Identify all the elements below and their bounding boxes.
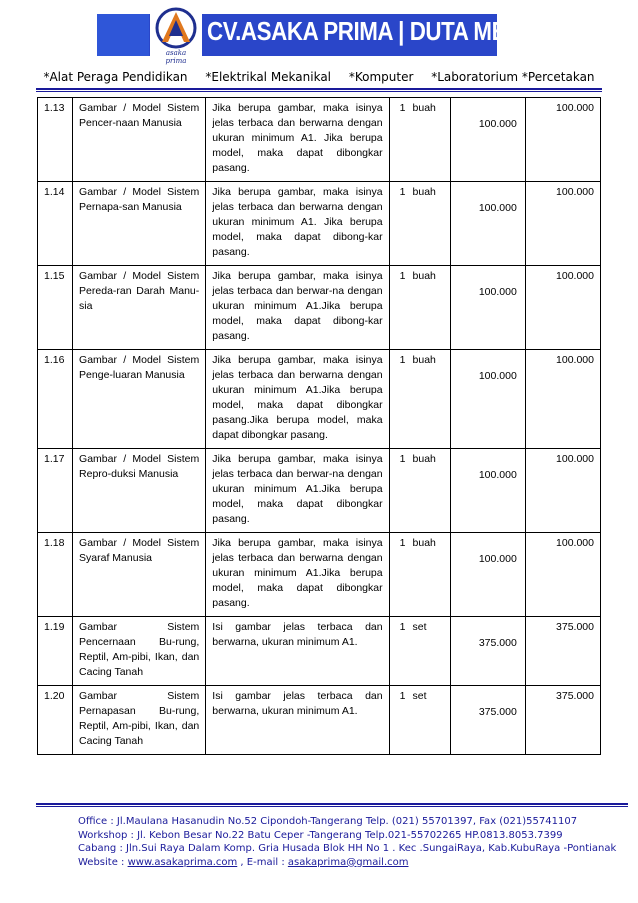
unit-price-value: 375.000: [478, 706, 517, 718]
unit-price-value: 375.000: [478, 637, 517, 649]
table-row: [38, 98, 601, 182]
item-spec: Jika berupa gambar, maka isinya jelas terbaca dan berwarna dengan ukuran minimum A1. Jika berupa model, maka dapat dibongkar pasang.: [206, 98, 389, 182]
workshop-address: Workshop : Jl. Kebon Besar No.22 Batu Ceper -Tangerang Telp.021-55702265 HP.0813.8053.7399: [78, 829, 563, 841]
quantity-unit: buah: [412, 102, 436, 114]
item-name: Gambar / Model Sistem Syaraf Manusia: [73, 533, 206, 617]
quantity-value: 1: [399, 186, 406, 198]
table-row: [38, 533, 601, 617]
tagline-item: *Komputer: [348, 70, 414, 84]
website-link[interactable]: www.asakaprima.com: [127, 856, 238, 868]
item-spec: Jika berupa gambar, maka isinya jelas terbaca dan berwarna dengan ukuran minimum A1.Jika berupa model, maka dapat dibongkar pasang.Jika berupa model, maka dapat dibongkar pasang.: [206, 350, 389, 449]
quantity-value: 1: [399, 354, 406, 366]
quantity-value: 1: [399, 453, 406, 465]
item-total: 100.000: [525, 533, 600, 617]
item-name: Gambar / Model Sistem Repro-duksi Manusia: [73, 449, 206, 533]
table-row: [38, 686, 601, 755]
item-name: Gambar Sistem Pencernaan Bu-rung, Reptil, Am-pibi, Ikan, dan Cacing Tanah: [73, 617, 206, 686]
item-total: 100.000: [525, 449, 600, 533]
quantity-unit: set: [412, 621, 427, 633]
company-name: CV.ASAKA PRIMA | DUTA MEDIA GROUP: [207, 16, 629, 46]
item-spec: Jika berupa gambar, maka isinya jelas terbaca dan berwarna dengan ukuran minimum A1.Jika berupa model, maka dapat dibongkar pasang.: [206, 533, 389, 617]
tagline-item: *Laboratorium *Percetakan: [431, 70, 595, 84]
item-name: Gambar / Model Sistem Pereda-ran Darah Manu-sia: [73, 266, 206, 350]
office-address: Office : Jl.Maulana Hasanudin No.52 Cipondoh-Tangerang Telp. (021) 55701397, Fax (021)55741107: [78, 816, 578, 827]
item-unit-price: [450, 617, 525, 686]
item-quantity: [389, 449, 450, 533]
item-unit-price: [450, 686, 525, 755]
unit-price-value: 100.000: [478, 469, 517, 481]
quantity-unit: set: [412, 690, 427, 702]
table-row: [38, 617, 601, 686]
item-number: 1.16: [38, 350, 73, 449]
item-number: 1.15: [38, 266, 73, 350]
items-table: [37, 97, 601, 755]
email-link[interactable]: asakaprima@gmail.com: [287, 856, 409, 868]
item-spec: Jika berupa gambar, maka isinya jelas terbaca dan berwarna dengan ukuran minimum A1. Jika berupa model, maka dapat dibong-kar pasang.: [206, 182, 389, 266]
unit-price-value: 100.000: [478, 286, 517, 298]
item-name: Gambar / Model Sistem Pencer-naan Manusia: [73, 98, 206, 182]
item-total: 100.000: [525, 350, 600, 449]
item-spec: Jika berupa gambar, maka isinya jelas terbaca dan berwar-na dengan ukuran minimum A1.Jika berupa model, maka dapat dibong-kar pasang.: [206, 266, 389, 350]
header-rule-thin: [36, 91, 602, 92]
table-row: [38, 449, 601, 533]
table-row: [38, 182, 601, 266]
item-quantity: [389, 266, 450, 350]
tagline-item: *Alat Peraga Pendidikan: [43, 70, 188, 84]
table-row: [38, 350, 601, 449]
item-spec: Isi gambar jelas terbaca dan berwarna, ukuran minimum A1.: [206, 686, 389, 755]
item-spec: Isi gambar jelas terbaca dan berwarna, ukuran minimum A1.: [206, 617, 389, 686]
item-total: 100.000: [525, 266, 600, 350]
item-quantity: [389, 533, 450, 617]
unit-price-value: 100.000: [478, 370, 517, 382]
footer-rule-thin: [36, 806, 628, 807]
item-unit-price: [450, 266, 525, 350]
quantity-value: 1: [399, 621, 406, 633]
website-label: Website :: [78, 856, 128, 868]
contact-line: [78, 856, 616, 870]
item-quantity: [389, 350, 450, 449]
item-unit-price: [450, 98, 525, 182]
item-total: 100.000: [525, 182, 600, 266]
tagline: [0, 70, 638, 84]
tagline-item: *Elektrikal Mekanikal: [205, 70, 332, 84]
quantity-unit: buah: [412, 270, 436, 282]
item-number: 1.20: [38, 686, 73, 755]
item-number: 1.13: [38, 98, 73, 182]
item-spec: Jika berupa gambar, maka isinya jelas terbaca dan berwar-na dengan ukuran minimum A1.Jika berupa model, maka dapat dibongkar pasang.: [206, 449, 389, 533]
quantity-unit: buah: [412, 186, 436, 198]
item-total: 100.000: [525, 98, 600, 182]
unit-price-value: 100.000: [478, 553, 517, 565]
item-name: Gambar / Model Sistem Pernapa-san Manusia: [73, 182, 206, 266]
item-total: 375.000: [525, 686, 600, 755]
item-quantity: [389, 617, 450, 686]
header-rule: [36, 88, 602, 90]
branch-address: Cabang : Jln.Sui Raya Dalam Komp. Gria Husada Blok HH No 1 . Kec .SungaiRaya, Kab.KubuRaya -Pontianak: [78, 843, 617, 854]
quantity-value: 1: [399, 270, 406, 282]
footer-rule: [36, 803, 628, 805]
quantity-unit: buah: [412, 354, 436, 366]
item-unit-price: [450, 350, 525, 449]
unit-price-value: 100.000: [478, 202, 517, 214]
unit-price-value: 100.000: [478, 118, 517, 130]
item-quantity: [389, 182, 450, 266]
item-unit-price: [450, 533, 525, 617]
item-number: 1.17: [38, 449, 73, 533]
company-logo: [150, 6, 202, 64]
quantity-value: 1: [399, 102, 406, 114]
brand-block: [97, 14, 149, 56]
item-name: Gambar / Model Sistem Penge-luaran Manusia: [73, 350, 206, 449]
item-number: 1.14: [38, 182, 73, 266]
logo-text: asaka prima: [165, 49, 187, 65]
item-quantity: [389, 98, 450, 182]
quantity-unit: buah: [412, 453, 436, 465]
quantity-value: 1: [399, 690, 406, 702]
item-number: 1.19: [38, 617, 73, 686]
item-unit-price: [450, 449, 525, 533]
letterhead: [0, 0, 638, 66]
item-quantity: [389, 686, 450, 755]
footer-address: [78, 815, 616, 869]
item-name: Gambar Sistem Pernapasan Bu-rung, Reptil, Am-pibi, Ikan, dan Cacing Tanah: [73, 686, 206, 755]
quantity-value: 1: [399, 537, 406, 549]
item-number: 1.18: [38, 533, 73, 617]
quantity-unit: buah: [412, 537, 436, 549]
email-label: , E-mail :: [237, 856, 288, 868]
table-row: [38, 266, 601, 350]
item-unit-price: [450, 182, 525, 266]
item-total: 375.000: [525, 617, 600, 686]
